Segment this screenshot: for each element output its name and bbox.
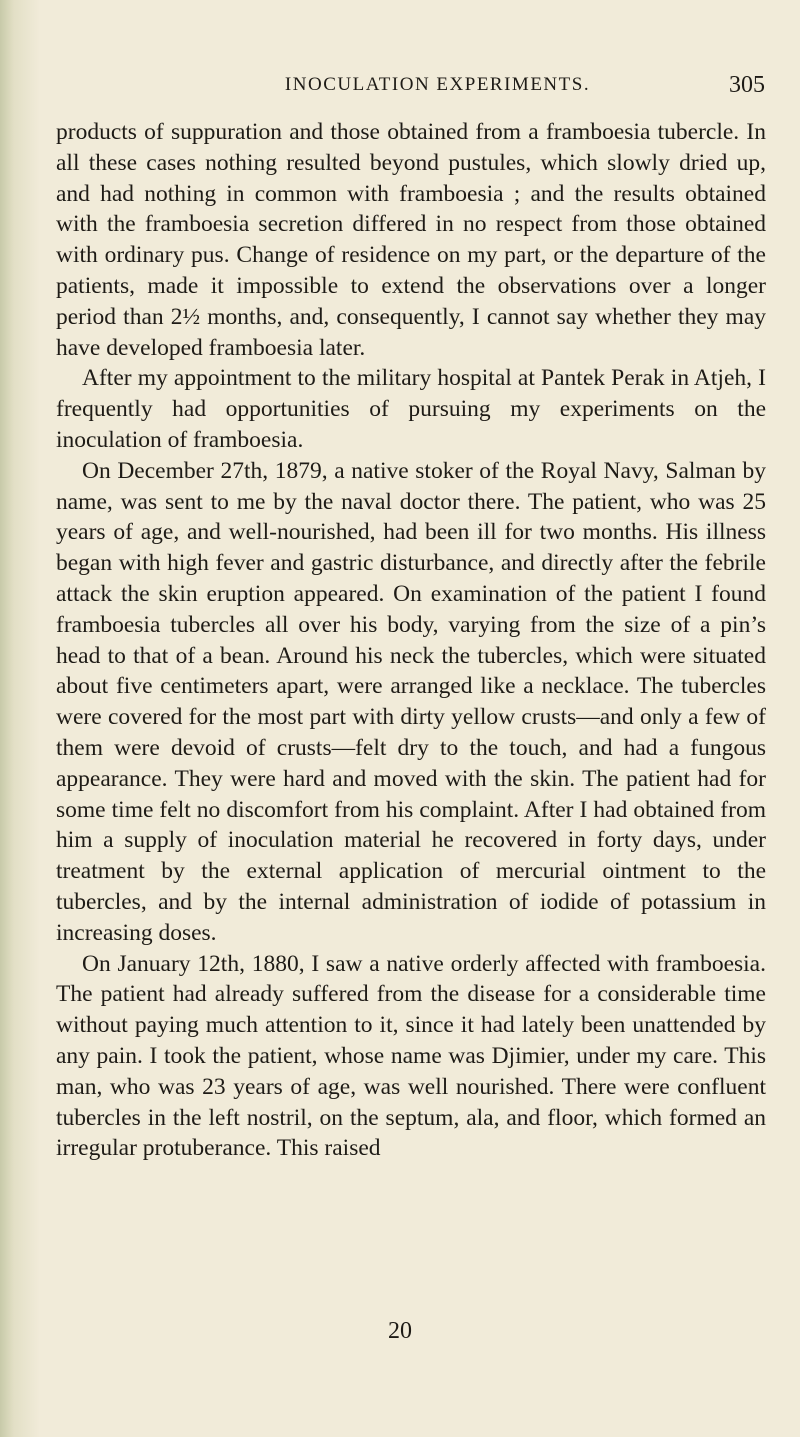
body-text: [56, 117, 766, 1164]
signature-mark: 20: [388, 1318, 412, 1344]
page-number: 305: [729, 72, 765, 98]
running-title: INOCULATION EXPERIMENTS.: [284, 74, 591, 95]
paragraph-case-djimier: On January 12th, 1880, I saw a native orderly affected with framboesia. The patient had already suffered from the disease for a considerable time without paying much attention to it, since it had lately been unattended by any pain. I took the patient, whose name was Djimier, under my care. This man, who was 23 years of age, was well nourished. There were confluent tubercles in the left nostril, on the septum, ala, and floor, which formed an irregular protuberance. This raised: [56, 950, 766, 1162]
running-head: [110, 72, 765, 102]
paragraph-appointment: After my appointment to the military hospital at Pantek Perak in Atjeh, I frequently had opportunities of pursuing my experiments on the inoculation of framboesia.: [56, 365, 766, 453]
paragraph-case-salman: On December 27th, 1879, a native stoker of the Royal Navy, Salman by name, was sent to me by the naval doctor there. The patient, who was 25 years of age, and well-nourished, had been ill for two months. His illness began with high fever and gastric disturbance, and directly after the febrile attack the skin eruption appeared. On examination of the patient I found framboesia tubercles all over his body, varying from the size of a pin’s head to that of a bean. Around his neck the tubercles, which were situated about five centimeters apart, were arranged like a necklace. The tubercles were covered for the most part with dirty yellow crusts—and only a few of them were devoid of crusts—felt dry to the touch, and had a fungous appearance. They were hard and moved with the skin. The patient had for some time felt no discomfort from his complaint. After I had obtained from him a supply of inoculation material he recovered in forty days, under treatment by the external application of mercurial ointment to the tubercles, and by the internal administration of iodide of potassium in increasing doses.: [56, 457, 766, 946]
paragraph-continuation: products of suppuration and those obtained from a framboesia tubercle. In all these cases nothing resulted beyond pustules, which slowly dried up, and had nothing in common with framboesia ; and the results obtained with the framboesia secretion differed in no respect from those obtained with ordinary pus. Change of residence on my part, or the departure of the patients, made it impossible to extend the observations over a longer period than 2½ months, and, consequently, I cannot say whether they may have developed framboesia later.: [56, 119, 766, 361]
